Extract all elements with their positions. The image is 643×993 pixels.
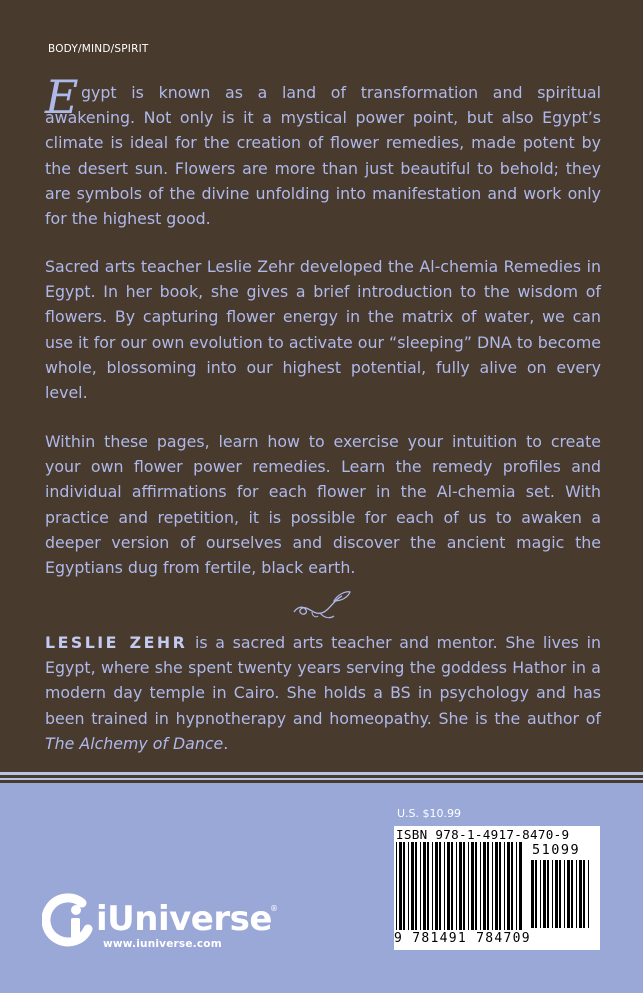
barcode-bar: [567, 860, 570, 928]
barcode-bar: [420, 842, 421, 930]
barcode-bar: [475, 842, 477, 930]
barcode-bar: [511, 842, 513, 930]
description-paragraph-2: Sacred arts teacher Leslie Zehr developed the Al-chemia Remedies in Egypt. In her book, she gives a brief introduction to the wisdom of flowers. By capturing flower energy in the matrix of water, we can use it for our own evolution to activate our “sleeping” DNA to become whole, blossoming into our highest potential, fully alive on every level.: [45, 257, 601, 403]
barcode-bar: [576, 860, 577, 928]
barcode-bar: [463, 842, 465, 930]
barcode-bar: [531, 860, 534, 928]
flourish-ornament-icon: [290, 588, 354, 622]
barcode-bar: [499, 842, 501, 930]
description-paragraph-3: Within these pages, learn how to exercise your intuition to create your own flower power remedies. Learn the remedy profiles and individual affirmations for each flower in the Al-chemia set. With practice and repetition, it is possible for each of us to awaken a deeper version of ourselves and discover the ancient magic the Egyptians dug from fertile, black earth.: [45, 432, 601, 578]
barcode-bar: [492, 842, 493, 930]
author-bio: [45, 630, 601, 756]
barcode-bar: [444, 842, 445, 930]
barcode-bar: [564, 860, 565, 928]
barcode-bar: [480, 842, 481, 930]
barcode-bar: [507, 842, 510, 930]
barcode-bar: [559, 860, 561, 928]
barcode-bar: [423, 842, 426, 930]
barcode-bar: [399, 842, 402, 930]
barcode-bar: [483, 842, 486, 930]
isbn-text: ISBN 978-1-4917-8470-9: [396, 827, 570, 842]
divider-stripe: [0, 772, 643, 775]
registered-mark: ®: [270, 904, 278, 913]
barcode-bar: [519, 842, 522, 930]
barcode-bar: [403, 842, 405, 930]
barcode: [394, 826, 600, 950]
iuniverse-logo-icon: [42, 893, 98, 949]
publisher-name: iUniverse: [96, 899, 272, 939]
description-paragraph-1: gypt is known as a land of transformation and spiritual awakening. Not only is it a mystical power point, but also Egypt’s climate is ideal for the creation of flower remedies, made potent by the desert sun. Flowers are more than just beautiful to behold; they are symbols of the divine unfolding into manifestation and work only for the highest good.: [45, 83, 601, 229]
price-code: 51099: [532, 842, 581, 858]
divider-stripe-thin: [0, 778, 643, 780]
barcode-bar: [552, 860, 553, 928]
barcode-bar: [588, 860, 589, 928]
price-barcode-bars: [531, 860, 595, 930]
barcode-bar: [396, 842, 397, 930]
barcode-bar: [427, 842, 429, 930]
ean-digits: 9 781491 784709: [394, 931, 531, 946]
book-title: The Alchemy of Dance: [45, 733, 224, 753]
barcode-bar: [535, 860, 537, 928]
barcode-bar: [468, 842, 469, 930]
barcode-bar: [540, 860, 541, 928]
barcode-bar: [583, 860, 585, 928]
barcode-bar: [471, 842, 474, 930]
barcode-bar: [447, 842, 450, 930]
barcode-bar: [543, 860, 546, 928]
barcode-bar: [435, 842, 438, 930]
barcode-bar: [487, 842, 489, 930]
barcode-bar: [555, 860, 558, 928]
author-name: LESLIE ZEHR: [45, 633, 188, 652]
barcode-bar: [504, 842, 505, 930]
barcode-bar: [495, 842, 498, 930]
barcode-bar: [415, 842, 417, 930]
barcode-bar: [408, 842, 409, 930]
bio-end: .: [223, 733, 229, 753]
barcode-bar: [451, 842, 453, 930]
ean-barcode-bars: [396, 842, 524, 934]
barcode-bar: [439, 842, 441, 930]
category-label: BODY/MIND/SPIRIT: [48, 43, 149, 55]
barcode-bar: [571, 860, 573, 928]
drop-cap: E: [45, 70, 79, 124]
barcode-bar: [579, 860, 582, 928]
barcode-bar: [432, 842, 433, 930]
barcode-bar: [411, 842, 414, 930]
barcode-bar: [459, 842, 462, 930]
publisher-url[interactable]: www.iuniverse.com: [103, 938, 222, 950]
barcode-bar: [456, 842, 457, 930]
barcode-bar: [516, 842, 517, 930]
barcode-bar: [547, 860, 549, 928]
bio-text: is a sacred arts teacher and mentor. She lives in Egypt, where she spent twenty years serving the goddess Hathor in a modern day temple in Cairo. She holds a BS in psychology and has been trained in hypnotherapy and homeopathy. She is the author of: [45, 633, 601, 728]
price-label: U.S. $10.99: [397, 807, 462, 820]
